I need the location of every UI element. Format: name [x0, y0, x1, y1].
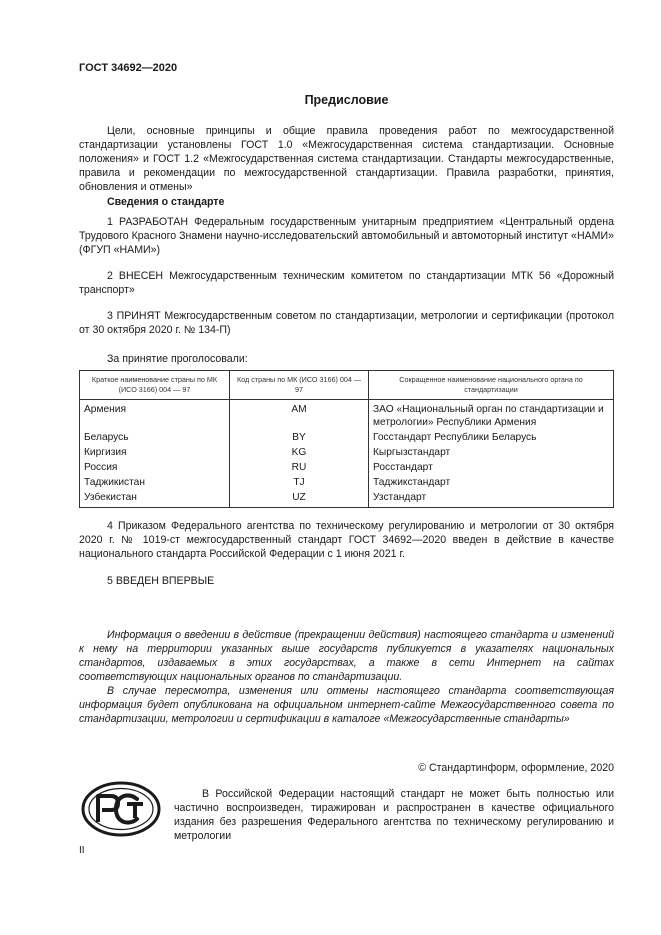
standard-id: ГОСТ 34692—2020: [79, 62, 178, 74]
item-first-time: 5 ВВЕДЕН ВПЕРВЫЕ: [107, 575, 215, 587]
code-cell: RU: [230, 460, 369, 475]
body-cell: Кыргызстандарт: [369, 445, 614, 460]
table-row: [80, 475, 614, 490]
code-cell: AM: [230, 400, 369, 431]
intro-paragraph: Цели, основные принципы и общие правила проведения работ по межгосударственной стандартизации установлены ГОСТ 1.0 «Межгосударственная система стандартизации. Основные положения» и ГОСТ 1.2 «Межгосударственная система стандартизации. Стандарты межгосударственные, правила и рекомендации по межгосударственной стандартизации. Правила разработки, принятия, обновления и отмены»: [79, 125, 614, 193]
page-title: Предисловие: [304, 93, 389, 107]
body-cell: ЗАО «Национальный орган по стандартизации и метрологии» Республики Армения: [369, 400, 614, 431]
table-header-code: Код страны по МК (ИСО 3166) 004 — 97: [230, 371, 369, 400]
item-developed: 1 РАЗРАБОТАН Федеральным государственным унитарным предприятием «Центральный ордена Трудового Красного Знамени научно-исследовательский автомобильный и автомоторный институт «НАМИ» (ФГУП «НАМИ»): [79, 216, 614, 256]
country-cell: Беларусь: [80, 430, 230, 445]
country-cell: Киргизия: [80, 445, 230, 460]
country-cell: Таджикистан: [80, 475, 230, 490]
table-row: [80, 490, 614, 508]
page-number: II: [79, 845, 85, 856]
code-cell: BY: [230, 430, 369, 445]
copyright-notice: В Российской Федерации настоящий стандарт не может быть полностью или частично воспроизведен, тиражирован и распространен в качестве официального издания без разрешения Федерального агентства по техническому регулированию и метрологии: [174, 788, 614, 842]
table-row: [80, 430, 614, 445]
code-cell: KG: [230, 445, 369, 460]
item-introduced: 2 ВНЕСЕН Межгосударственным техническим комитетом по стандартизации МТК 56 «Дорожный транспорт»: [79, 270, 614, 296]
item-order: 4 Приказом Федерального агентства по техническому регулированию и метрологии от 30 октября 2020 г. № 1019-ст межгосударственный стандарт ГОСТ 34692—2020 введен в действие в качестве национального стандарта Российской Федерации с 1 июня 2021 г.: [79, 520, 614, 560]
country-cell: Армения: [80, 400, 230, 431]
item-adopted: 3 ПРИНЯТ Межгосударственным советом по стандартизации, метрологии и сертификации (протокол от 30 октября 2020 г. № 134-П): [79, 310, 614, 336]
info-paragraph-1: Информация о введении в действие (прекращении действия) настоящего стандарта и изменений к нему на территории указанных выше государств публикуется в указателях национальных стандартов, издаваемых в этих государствах, а также в сети Интернет на сайтах соответствующих национальных органов по стандартизации.: [79, 629, 614, 683]
table-header-country: Краткое наименование страны по МК (ИСО 3166) 004 — 97: [80, 371, 230, 400]
table-header-body: Сокращенное наименование национального органа по стандартизации: [369, 371, 614, 400]
body-cell: Узстандарт: [369, 490, 614, 508]
members-table: [79, 370, 614, 508]
copyright: © Стандартинформ, оформление, 2020: [418, 762, 614, 774]
rst-logo-icon: [80, 780, 162, 842]
country-cell: Россия: [80, 460, 230, 475]
table-row: [80, 460, 614, 475]
body-cell: Госстандарт Республики Беларусь: [369, 430, 614, 445]
voted-label: За принятие проголосовали:: [107, 353, 248, 365]
code-cell: TJ: [230, 475, 369, 490]
country-cell: Узбекистан: [80, 490, 230, 508]
code-cell: UZ: [230, 490, 369, 508]
table-row: [80, 445, 614, 460]
table-row: [80, 400, 614, 431]
body-cell: Росстандарт: [369, 460, 614, 475]
section-title: Сведения о стандарте: [107, 196, 225, 208]
info-paragraph-2: В случае пересмотра, изменения или отмены настоящего стандарта соответствующая информация будет опубликована на официальном интернет-сайте Межгосударственного совета по стандартизации, метрологии и сертификации в каталоге «Межгосударственные стандарты»: [79, 685, 614, 725]
table-header-row: [80, 371, 614, 400]
body-cell: Таджикстандарт: [369, 475, 614, 490]
